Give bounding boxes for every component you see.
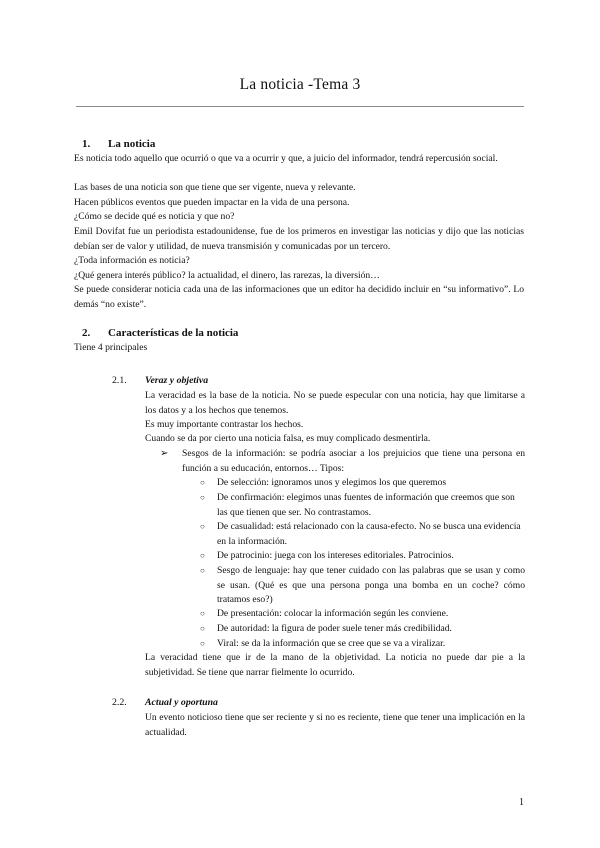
subsection-number: 2.1.: [112, 375, 127, 386]
arrow-bullet-icon: ➢: [160, 448, 169, 459]
bias-type-text: Viral: se da la información que se cree que se va a viralizar.: [217, 638, 446, 649]
document-title: La noticia -Tema 3: [239, 76, 361, 93]
circle-bullet-icon: ○: [200, 522, 205, 531]
bullet-text: Sesgos de la información: se podría asociar a los prejuicios que tiene una persona en función a su educación, entornos… Tipos:: [182, 448, 525, 474]
section-number: 1.: [82, 138, 91, 150]
paragraph: La veracidad es la base de la noticia. No se puede especular con una noticia, hay que limitarse a los datos y a los hechos que tenemos.: [145, 390, 525, 416]
page-number: 1: [519, 797, 524, 808]
section-intro: Tiene 4 principales: [74, 342, 148, 353]
circle-bullet-icon: ○: [200, 493, 205, 502]
paragraph: Cuando se da por cierto una noticia falsa, es muy complicado desmentirla.: [145, 433, 431, 444]
subsection-number: 2.2.: [112, 697, 127, 708]
title-divider: [76, 106, 524, 107]
section-2-heading: [82, 327, 238, 339]
bias-type-text: De patrocinio: juega con los intereses editoriales. Patrocinios.: [217, 550, 454, 561]
subsection-2-1-heading: [112, 375, 208, 386]
bias-type-item: [200, 520, 525, 549]
paragraph: Se puede considerar noticia cada una de las informaciones que un editor ha decidido incluir en “su informativo”. Lo demás “no existe”.: [74, 284, 524, 310]
paragraph: La veracidad tiene que ir de la mano de la objetividad. La noticia no puede dar pie a la subjetividad. Se tiene que narrar fielmente lo ocurrido.: [145, 652, 525, 678]
paragraph: ¿Cómo se decide qué es noticia y que no?: [74, 211, 235, 222]
subsection-2-2-heading: [112, 697, 218, 708]
bias-type-text: De casualidad: está relacionado con la causa-efecto. No se busca una evidencia en la información.: [217, 521, 521, 547]
bias-type-text: De presentación: colocar la información según les conviene.: [217, 608, 449, 619]
paragraph: Un evento noticioso tiene que ser reciente y si no es reciente, tiene que tener una implicación en la actualidad.: [145, 712, 525, 738]
bias-bullet: [160, 447, 525, 476]
paragraph: Es noticia todo aquello que ocurrió o que va a ocurrir y que, a juicio del informador, tendrá repercusión social.: [74, 153, 498, 164]
circle-bullet-icon: ○: [200, 639, 205, 648]
section-title: La noticia: [108, 138, 156, 150]
subsection-title: Veraz y objetiva: [145, 375, 209, 386]
subsection-title: Actual y oportuna: [145, 697, 218, 708]
bias-type-item: [200, 491, 525, 520]
bias-type-text: Sesgo de lenguaje: hay que tener cuidado con las palabras que se usan y como se usan. (Qué es que una persona ponga una bomba en un coche? cómo tratamos eso?): [217, 565, 525, 606]
bias-type-item: [200, 476, 525, 491]
paragraph: Es muy importante contrastar los hechos.: [145, 419, 304, 430]
bias-type-item: [200, 637, 525, 652]
section-1-heading: [82, 138, 155, 150]
bias-type-item: [200, 607, 525, 622]
circle-bullet-icon: ○: [200, 551, 205, 560]
paragraph: Las bases de una noticia son que tiene que ser vigente, nueva y relevante.: [74, 182, 356, 193]
circle-bullet-icon: ○: [200, 566, 205, 575]
bias-type-text: De selección: ignoramos unos y elegimos los que queremos: [217, 477, 447, 488]
circle-bullet-icon: ○: [200, 609, 205, 618]
circle-bullet-icon: ○: [200, 478, 205, 487]
paragraph: ¿Qué genera interés público? la actualidad, el dinero, las rarezas, la diversión…: [74, 270, 380, 281]
section-title: Características de la noticia: [108, 327, 239, 339]
bias-type-item: [200, 549, 525, 564]
paragraph: Hacen públicos eventos que pueden impactar en la vida de una persona.: [74, 197, 350, 208]
section-number: 2.: [82, 327, 91, 339]
paragraph: ¿Toda información es noticia?: [74, 255, 190, 266]
bias-type-item: [200, 564, 525, 608]
bias-type-text: De confirmación: elegimos unas fuentes de información que creemos que son las que tienen que ser. No contrastamos.: [217, 492, 515, 518]
paragraph: Emil Dovifat fue un periodista estadounidense, fue de los primeros en investigar las noticias y dijo que las noticias debían ser de valor y utilidad, de nueva transmisión y comunicadas por un tercero.: [74, 226, 524, 252]
bias-type-item: [200, 622, 525, 637]
bias-type-text: De autoridad: la figura de poder suele tener más credibilidad.: [217, 623, 452, 634]
circle-bullet-icon: ○: [200, 624, 205, 633]
